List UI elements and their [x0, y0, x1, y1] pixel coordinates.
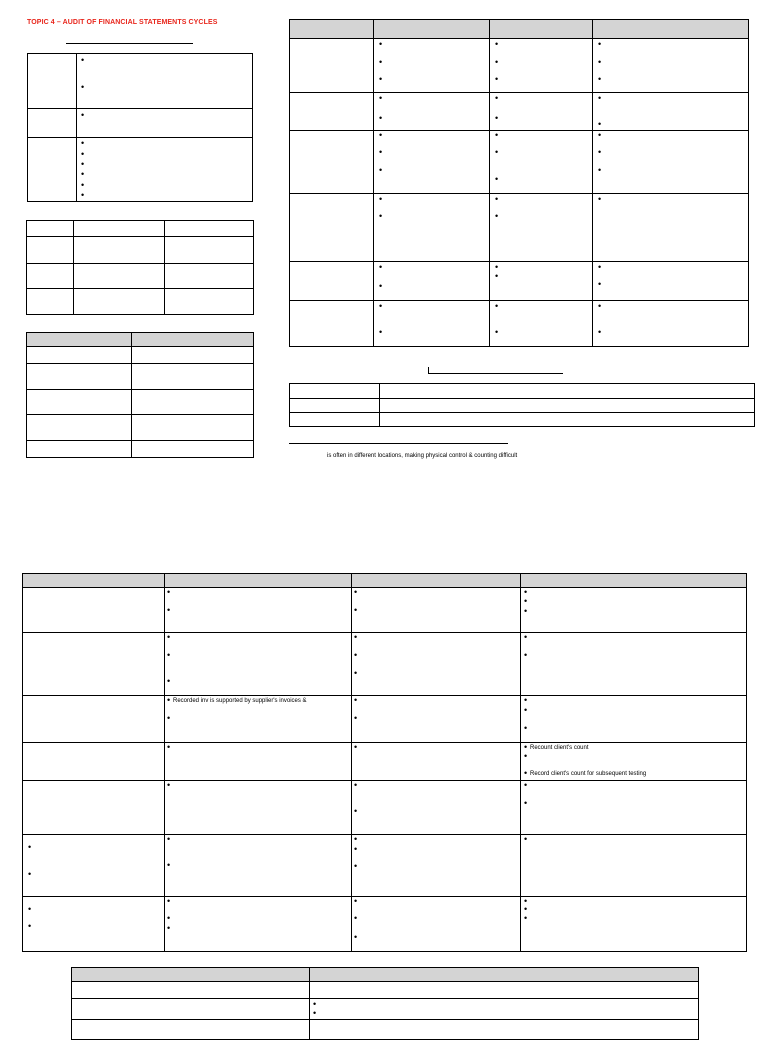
bullet: •	[81, 149, 85, 159]
bullet: •	[495, 39, 499, 49]
table-cell	[521, 897, 747, 952]
table-cell	[290, 39, 374, 93]
table-cell	[521, 633, 747, 696]
bullet: •	[167, 587, 171, 597]
bullet: •	[81, 55, 85, 65]
bullet: •	[524, 705, 528, 715]
bullet: •	[598, 262, 602, 272]
table-cell	[290, 194, 374, 262]
bullet: •	[598, 130, 602, 140]
table-cell	[593, 194, 749, 262]
bullet: •	[495, 271, 499, 281]
bullet: •	[495, 147, 499, 157]
bullet: •	[81, 138, 85, 148]
bullet: •	[379, 327, 383, 337]
table-cell	[23, 897, 165, 952]
table-cell	[374, 194, 490, 262]
table-cell	[490, 301, 593, 347]
document-title: TOPIC 4 – AUDIT OF FINANCIAL STATEMENTS CYCLES	[27, 19, 218, 26]
table-cell	[23, 633, 165, 696]
table-cell	[593, 301, 749, 347]
table-cell	[165, 897, 352, 952]
bullet: •	[167, 896, 171, 906]
bullet: •	[598, 165, 602, 175]
bullet: •	[354, 632, 358, 642]
table-cell	[165, 221, 254, 237]
table-cell	[165, 696, 352, 743]
bullet: •	[598, 57, 602, 67]
table-cell	[165, 835, 352, 897]
bullet: •	[598, 301, 602, 311]
bullet: •	[81, 169, 85, 179]
bullet: •	[379, 165, 383, 175]
bullet: •	[354, 780, 358, 790]
table-b	[26, 220, 254, 315]
table-cell	[290, 262, 374, 301]
bullet: •	[167, 605, 171, 615]
bullet: •	[598, 194, 602, 204]
table-cell	[374, 39, 490, 93]
bullet: •	[524, 834, 528, 844]
bullet: •	[524, 723, 528, 733]
recorded-inv-text: Recorded inv is supported by supplier's invoices &	[173, 698, 307, 704]
bullet: •	[524, 798, 528, 808]
table-header-cell	[490, 20, 593, 39]
table-cell	[352, 897, 521, 952]
bullet: •	[28, 842, 32, 852]
bullet: •	[598, 39, 602, 49]
bullet: •	[354, 844, 358, 854]
table-cell	[27, 390, 132, 415]
bullet: •	[524, 896, 528, 906]
bullet: •	[495, 194, 499, 204]
table-cell	[490, 194, 593, 262]
table-cell	[77, 109, 253, 138]
bullet: •	[524, 596, 528, 606]
table-header-cell	[290, 20, 374, 39]
bullet: •	[495, 174, 499, 184]
bullet: •	[354, 650, 358, 660]
table-cell	[374, 131, 490, 194]
bullet: •	[495, 93, 499, 103]
table-cell	[374, 262, 490, 301]
table-cell	[290, 93, 374, 131]
bullet: •	[598, 327, 602, 337]
table-cell	[27, 237, 74, 264]
bullet: •	[379, 211, 383, 221]
bullet: •	[167, 742, 171, 752]
bullet: •	[167, 695, 171, 705]
table-cell	[374, 301, 490, 347]
table-cell	[521, 835, 747, 897]
table-cell	[27, 264, 74, 289]
note-underline	[289, 443, 508, 444]
table-cell	[74, 221, 165, 237]
bullet: •	[167, 676, 171, 686]
bullet: •	[354, 932, 358, 942]
table-cell	[28, 109, 77, 138]
bullet: •	[598, 74, 602, 84]
table-cell	[380, 413, 755, 427]
table-a	[27, 53, 253, 202]
table-cell	[290, 399, 380, 413]
table-header-cell	[132, 333, 254, 347]
bullet: •	[598, 147, 602, 157]
bullet: •	[28, 904, 32, 914]
bullet: •	[167, 650, 171, 660]
table-cell	[290, 413, 380, 427]
bullet: •	[379, 281, 383, 291]
bullet: •	[598, 119, 602, 129]
table-cell	[593, 93, 749, 131]
table-cell	[380, 399, 755, 413]
table-cell	[165, 237, 254, 264]
bullet: •	[81, 159, 85, 169]
bullet: •	[379, 147, 383, 157]
table-cell	[352, 743, 521, 781]
section-underline	[428, 373, 563, 374]
bullet: •	[379, 194, 383, 204]
bullet: •	[524, 751, 528, 761]
bullet: •	[598, 93, 602, 103]
bullet: •	[379, 39, 383, 49]
bullet: •	[313, 1008, 317, 1018]
table-cell	[23, 781, 165, 835]
table-cell	[77, 138, 253, 202]
table-cell	[23, 743, 165, 781]
bullet: •	[495, 211, 499, 221]
table-header-cell	[374, 20, 490, 39]
bullet: •	[167, 834, 171, 844]
table-cell	[27, 289, 74, 315]
bullet: •	[354, 806, 358, 816]
table-cell	[28, 138, 77, 202]
table-header-cell	[352, 574, 521, 588]
table-cell	[165, 588, 352, 633]
bullet: •	[379, 262, 383, 272]
table-cell	[310, 1020, 699, 1040]
table-cell	[352, 835, 521, 897]
table-cell	[593, 131, 749, 194]
bullet: •	[379, 93, 383, 103]
table-g	[71, 967, 699, 1040]
table-cell	[490, 262, 593, 301]
table-header-cell	[165, 574, 352, 588]
bullet: •	[167, 780, 171, 790]
bullet: •	[354, 695, 358, 705]
table-cell	[521, 781, 747, 835]
table-f	[22, 573, 747, 952]
table-cell	[27, 347, 132, 364]
table-cell	[74, 264, 165, 289]
bullet: •	[354, 587, 358, 597]
bullet: •	[598, 279, 602, 289]
bullet: •	[354, 913, 358, 923]
table-cell	[593, 39, 749, 93]
table-e	[289, 383, 755, 427]
bullet: •	[379, 57, 383, 67]
table-cell	[132, 390, 254, 415]
bullet: •	[167, 713, 171, 723]
bullet: •	[379, 130, 383, 140]
table-cell	[310, 999, 699, 1020]
table-cell	[23, 835, 165, 897]
bullet: •	[495, 74, 499, 84]
table-header-cell	[72, 968, 310, 982]
table-cell	[165, 633, 352, 696]
table-cell	[23, 696, 165, 743]
bullet: •	[524, 742, 528, 752]
table-cell	[72, 982, 310, 999]
table-cell	[352, 588, 521, 633]
inventory-location-note: is often in different locations, making physical control & counting difficult	[327, 453, 518, 459]
bullet: •	[524, 695, 528, 705]
bullet: •	[354, 742, 358, 752]
table-cell	[28, 54, 77, 109]
table-cell	[27, 364, 132, 390]
table-cell	[521, 743, 747, 781]
bullet: •	[167, 913, 171, 923]
bullet: •	[313, 999, 317, 1009]
table-cell	[490, 131, 593, 194]
bullet: •	[524, 904, 528, 914]
table-cell	[132, 364, 254, 390]
bullet: •	[495, 301, 499, 311]
table-cell	[593, 262, 749, 301]
bullet: •	[81, 110, 85, 120]
table-cell	[165, 289, 254, 315]
table-cell	[74, 289, 165, 315]
table-cell	[380, 384, 755, 399]
bullet: •	[28, 921, 32, 931]
table-header-cell	[27, 333, 132, 347]
table-cell	[72, 1020, 310, 1040]
bullet: •	[524, 768, 528, 778]
table-cell	[352, 781, 521, 835]
table-cell	[490, 93, 593, 131]
table-c	[26, 332, 254, 458]
table-header-cell	[310, 968, 699, 982]
bullet: •	[167, 632, 171, 642]
bullet: •	[81, 180, 85, 190]
table-cell	[352, 633, 521, 696]
bullet: •	[524, 780, 528, 790]
bullet: •	[354, 605, 358, 615]
bullet: •	[495, 113, 499, 123]
bullet: •	[81, 190, 85, 200]
table-cell	[165, 264, 254, 289]
table-cell	[165, 781, 352, 835]
heading-underline	[66, 43, 193, 44]
bullet: •	[28, 869, 32, 879]
table-cell	[23, 588, 165, 633]
table-cell	[77, 54, 253, 109]
bullet: •	[524, 606, 528, 616]
bullet: •	[379, 301, 383, 311]
table-cell	[490, 39, 593, 93]
bullet: •	[354, 896, 358, 906]
bullet: •	[524, 650, 528, 660]
table-cell	[290, 384, 380, 399]
table-cell	[521, 696, 747, 743]
table-cell	[165, 743, 352, 781]
bullet: •	[379, 113, 383, 123]
bullet: •	[495, 327, 499, 337]
bullet: •	[495, 130, 499, 140]
record-count-text: Record client's count for subsequent testing	[530, 771, 647, 777]
bullet: •	[354, 668, 358, 678]
bullet: •	[354, 713, 358, 723]
bullet: •	[524, 632, 528, 642]
table-cell	[310, 982, 699, 999]
table-header-cell	[23, 574, 165, 588]
bullet: •	[354, 861, 358, 871]
bullet: •	[167, 923, 171, 933]
table-header-cell	[593, 20, 749, 39]
table-cell	[27, 415, 132, 441]
table-cell	[352, 696, 521, 743]
recount-text: Recount client's count	[530, 745, 589, 751]
table-cell	[27, 441, 132, 458]
bullet: •	[524, 913, 528, 923]
table-cell	[132, 347, 254, 364]
bullet: •	[495, 262, 499, 272]
table-cell	[521, 588, 747, 633]
bullet: •	[524, 587, 528, 597]
bullet: •	[81, 82, 85, 92]
table-d	[289, 19, 749, 347]
table-cell	[132, 441, 254, 458]
bullet: •	[354, 834, 358, 844]
bullet: •	[379, 74, 383, 84]
table-header-cell	[521, 574, 747, 588]
table-cell	[132, 415, 254, 441]
table-cell	[290, 301, 374, 347]
table-cell	[72, 999, 310, 1020]
bullet: •	[167, 860, 171, 870]
bullet: •	[495, 57, 499, 67]
table-cell	[27, 221, 74, 237]
table-cell	[290, 131, 374, 194]
table-cell	[74, 237, 165, 264]
table-cell	[374, 93, 490, 131]
